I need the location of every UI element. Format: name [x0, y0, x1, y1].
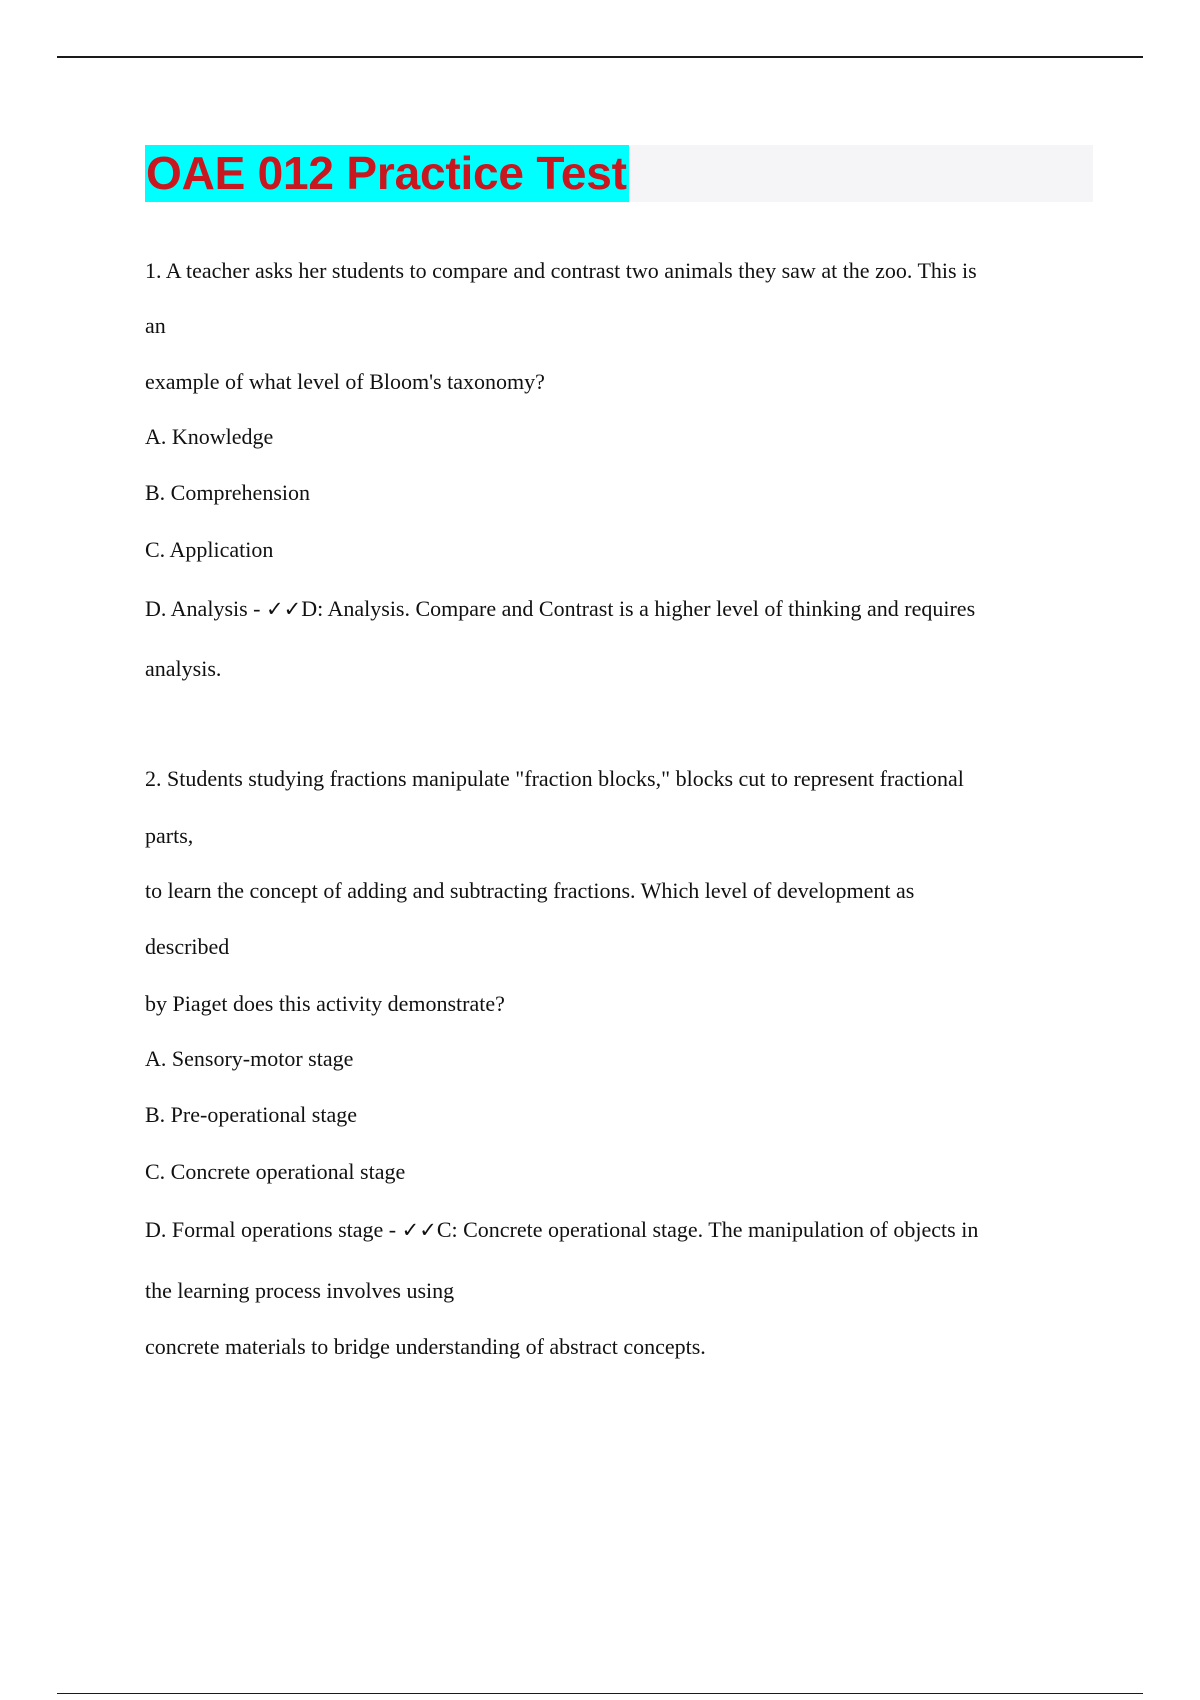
- question-1-stem-line-3: example of what level of Bloom's taxonomy?: [145, 369, 545, 394]
- question-2-stem-line-2: parts,: [145, 823, 194, 848]
- question-2-option-d: D. Formal operations stage -: [145, 1217, 402, 1242]
- question-1-stem-line-2: an: [145, 313, 166, 338]
- question-2-stem-line-1: 2. Students studying fractions manipulate "fraction blocks," blocks cut to represent fractional: [145, 766, 964, 791]
- question-1-option-a: A. Knowledge: [145, 424, 274, 449]
- double-check-icon: ✓✓: [401, 1218, 437, 1242]
- double-check-icon: ✓✓: [266, 597, 302, 621]
- question-2-stem-line-4: described: [145, 934, 230, 959]
- question-2-stem-line-5: by Piaget does this activity demonstrate?: [145, 991, 505, 1016]
- question-2-option-c: C. Concrete operational stage: [145, 1159, 406, 1184]
- question-1-answer-continuation: analysis.: [145, 656, 222, 681]
- question-1-stem-line-1: 1. A teacher asks her students to compare and contrast two animals they saw at the zoo. This is: [145, 258, 977, 283]
- top-rule: [57, 56, 1143, 58]
- question-2-stem-line-3: to learn the concept of adding and subtracting fractions. Which level of development as: [145, 878, 915, 903]
- question-1-option-d: D. Analysis -: [145, 596, 266, 621]
- question-2-answer: C: Concrete operational stage. The manipulation of objects in: [436, 1217, 979, 1242]
- question-2-option-a: A. Sensory-motor stage: [145, 1046, 354, 1071]
- question-1-option-c: C. Application: [145, 537, 274, 562]
- question-2-option-b: B. Pre-operational stage: [145, 1102, 357, 1127]
- title-highlight: [145, 145, 629, 202]
- question-2-answer-continuation-2: concrete materials to bridge understanding of abstract concepts.: [145, 1334, 706, 1359]
- bottom-rule: [57, 1693, 1143, 1694]
- question-1-answer: D: Analysis. Compare and Contrast is a higher level of thinking and requires: [301, 596, 976, 621]
- page-title: OAE 012 Practice Test: [146, 147, 627, 199]
- question-1-option-b: B. Comprehension: [145, 480, 310, 505]
- question-2-option-d-answer: [145, 1216, 978, 1244]
- question-2-answer-continuation-1: the learning process involves using: [145, 1278, 455, 1303]
- question-1-option-d-answer: [145, 595, 975, 623]
